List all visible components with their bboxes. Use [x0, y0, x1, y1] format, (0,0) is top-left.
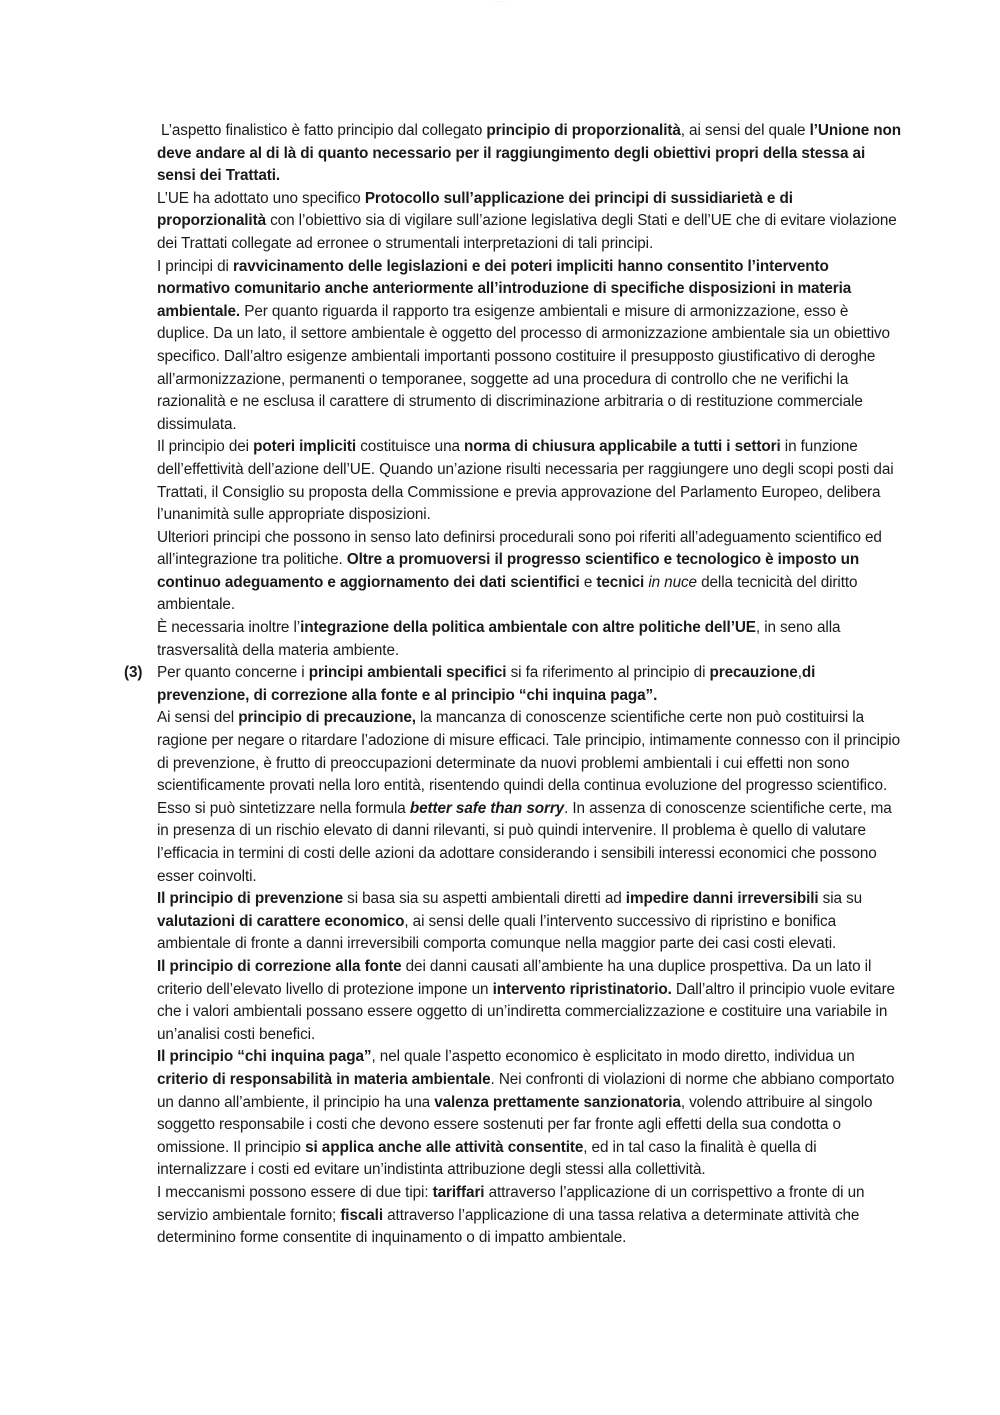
text-run: costituisce una [356, 438, 465, 456]
para-chi-inquina-paga [157, 1046, 902, 1182]
text-run: Il principio dei [157, 438, 254, 456]
text-run: sia su [818, 890, 863, 908]
text-run: in funzione dell’effettività dell’azione dell’UE. Quando un’azione risulti necessaria per raggiungere uno degli scopi posti dai Trattati, il Consiglio su proposta della Commissione e previa approvazione del Parlamento Europeo, delibera l’unanimità sulle appropriate disposizioni. [157, 438, 894, 524]
bold-text: better safe than sorry [409, 799, 565, 817]
bold-text: si applica anche alle attività consentite [305, 1138, 584, 1156]
bold-text: criterio di responsabilità in materia ambientale [157, 1070, 491, 1088]
text-run: attraverso l’applicazione di una tassa relativa a determinate attività che determinino forme consentite di inquinamento o di impatto ambientale. [157, 1206, 860, 1247]
bold-text: Il principio di prevenzione [157, 890, 343, 908]
text-run: I meccanismi possono essere di due tipi: [157, 1183, 433, 1201]
bold-text: poteri impliciti [253, 438, 357, 456]
text-run: , in seno alla trasversalità della materia ambiente. [157, 619, 841, 659]
text-run: attraverso l’applicazione di un corrispettivo a fronte di un servizio ambientale fornito; [157, 1183, 865, 1224]
text-run: si basa sia su aspetti ambientali diretti ad [343, 890, 626, 908]
text-run: Dall’altro il principio vuole evitare che i valori ambientali possano essere oggetto di un’indiretta commercializzazione e costituire una variabile in un’analisi costi benefici. [157, 980, 895, 1043]
para-integrazione [157, 617, 902, 662]
italic-text: in nuce [648, 573, 697, 591]
text-run: I principi di [157, 257, 233, 275]
bold-text: impedire danni irreversibili [625, 890, 819, 908]
para-ravvicinamento [157, 256, 902, 437]
text-run: . In assenza di conoscenze scientifiche certe, ma in presenza di un rischio elevato di danni rilevanti, si può quindi intervenire. Il problema è quello di valutare l’efficacia in termini di costi delle azioni da adottare considerando i sensibili interessi economici che possono esser coinvolti. [157, 799, 892, 885]
bold-text: fiscali [340, 1206, 383, 1224]
text-run: , ai sensi delle quali l’intervento successivo di ripristino e bonifica ambientale di fronte a danni irreversibili comporta comunque nella maggior parte dei casi costi elevati. [157, 912, 837, 953]
document-body [124, 120, 902, 1250]
bold-text: ravvicinamento delle legislazioni e dei poteri impliciti hanno consentito l’intervento normativo comunitario anche anteriormente all’introduzione di specifiche disposizioni in materia ambientale. [157, 257, 852, 320]
bold-text: principio di precauzione, [238, 709, 416, 727]
para-poteri-impliciti [157, 436, 902, 526]
para-correzione-fonte [157, 956, 902, 1046]
text-run: È necessaria inoltre l’ [157, 619, 301, 637]
list-number: (3) [124, 664, 143, 682]
bold-text: integrazione della politica ambientale con altre politiche dell’UE [300, 619, 756, 637]
text-run: con l’obiettivo sia di vigilare sull’azione legislativa degli Stati e dell’UE che di evitare violazione dei Trattati collegate ad erronee o strumentali interpretazioni di tali principi. [157, 212, 897, 252]
header-mark: · · · · · [494, 0, 506, 3]
bold-text: valenza prettamente sanzionatoria [434, 1093, 681, 1111]
text-run: . Nei confronti di violazioni di norme che abbiano comportato un danno all’ambiente, il principio ha una [157, 1070, 895, 1111]
text-run: , nel quale l’aspetto economico è esplicitato in modo diretto, individua un [371, 1048, 855, 1066]
bold-text: tariffari [432, 1183, 485, 1201]
text-run: della tecnicità del diritto ambientale. [157, 573, 858, 614]
text-run: L’UE ha adottato uno specifico [157, 189, 365, 207]
bold-text: precauzione [709, 664, 798, 682]
bold-text: Il principio di correzione alla fonte [157, 957, 402, 975]
bold-text: intervento ripristinatorio. [492, 980, 672, 998]
text-run: , [797, 664, 802, 682]
para-prevenzione [157, 888, 902, 956]
text-run: e [579, 573, 597, 591]
text-run: dei danni causati all’ambiente ha una duplice prospettiva. Da un lato il criterio dell’elevato livello di protezione impone un [157, 957, 872, 998]
para-principi-specifici [124, 662, 902, 707]
text-run: Ulteriori principi che possono in senso lato definirsi procedurali sono poi riferiti all’adeguamento scientifico ed all’integrazione tra politiche. [157, 528, 882, 569]
bold-text: Protocollo sull’applicazione dei principi di sussidiarietà e di proporzionalità [157, 189, 793, 230]
text-run: si fa riferimento al principio di [506, 664, 710, 682]
para-ulteriori-principi [157, 527, 902, 617]
text-run: , ai sensi del quale [680, 122, 810, 139]
text-run: Ai sensi del [157, 709, 239, 727]
para-proporzionalita [157, 120, 902, 188]
para-meccanismi [157, 1182, 902, 1250]
text-run: Per quanto concerne i [157, 664, 309, 682]
text-run: Per quanto riguarda il rapporto tra esigenze ambientali e misure di armonizzazione, esso è duplice. Da un lato, il settore ambientale è oggetto del processo di armonizzazione ambientale sia un obiettivo specifico. Dall’altro esigenze ambientali importanti possono costituire il presupposto giustificativo di deroghe all’armonizzazione, permanenti o temporanee, soggette ad una procedura di controllo che ne verifichi la razionalità e ne esclusa il carattere di strumento di discriminazione arbitraria o di restituzione commerciale dissimulata. [157, 302, 890, 433]
text-run: , volendo attribuire al singolo soggetto responsabile i costi che devono essere sostenuti per far fronte agli effetti della sua condotta o omissione. Il principio [157, 1093, 873, 1156]
bold-text: Oltre a promuoversi il progresso scientifico e tecnologico è imposto un continuo adeguamento e aggiornamento dei dati scientifici [157, 551, 860, 591]
text-run: la mancanza di conoscenze scientifiche certe non può costituirsi la ragione per negare o ritardare l’adozione di misure efficaci. Tale principio, intimamente connesso con il principio di prevenzione, è frutto di preoccupazioni determinate da nuovi problemi ambientali i cui effetti non sono scientificamente provati nella loro entità, risentendo quindi della continua evoluzione del progresso scientifico. Esso si può sintetizzare nella formula [157, 709, 900, 817]
bold-text: di prevenzione, di correzione alla fonte e al principio “chi inquina paga”. [157, 664, 816, 704]
para-precauzione [157, 707, 902, 888]
bold-text: Il principio “chi inquina paga” [157, 1048, 372, 1066]
text-run: L’aspetto finalistico è fatto principio dal collegato [161, 122, 487, 139]
bold-text: norma di chiusura applicabile a tutti i settori [464, 438, 781, 456]
bold-text: l’Unione non deve andare al di là di quanto necessario per il raggiungimento degli obiettivi propri della stessa ai sensi dei Trattati. [157, 122, 902, 185]
text-run: , ed in tal caso la finalità è quella di internalizzare i costi ed evitare un’indistinta attribuzione degli stessi alla collettività. [157, 1138, 817, 1179]
para-protocollo [157, 188, 902, 256]
bold-text: valutazioni di carattere economico [157, 912, 405, 930]
bold-text: principi ambientali specifici [308, 664, 507, 682]
bold-text: tecnici [596, 573, 645, 591]
bold-text: principio di proporzionalità [486, 122, 681, 139]
